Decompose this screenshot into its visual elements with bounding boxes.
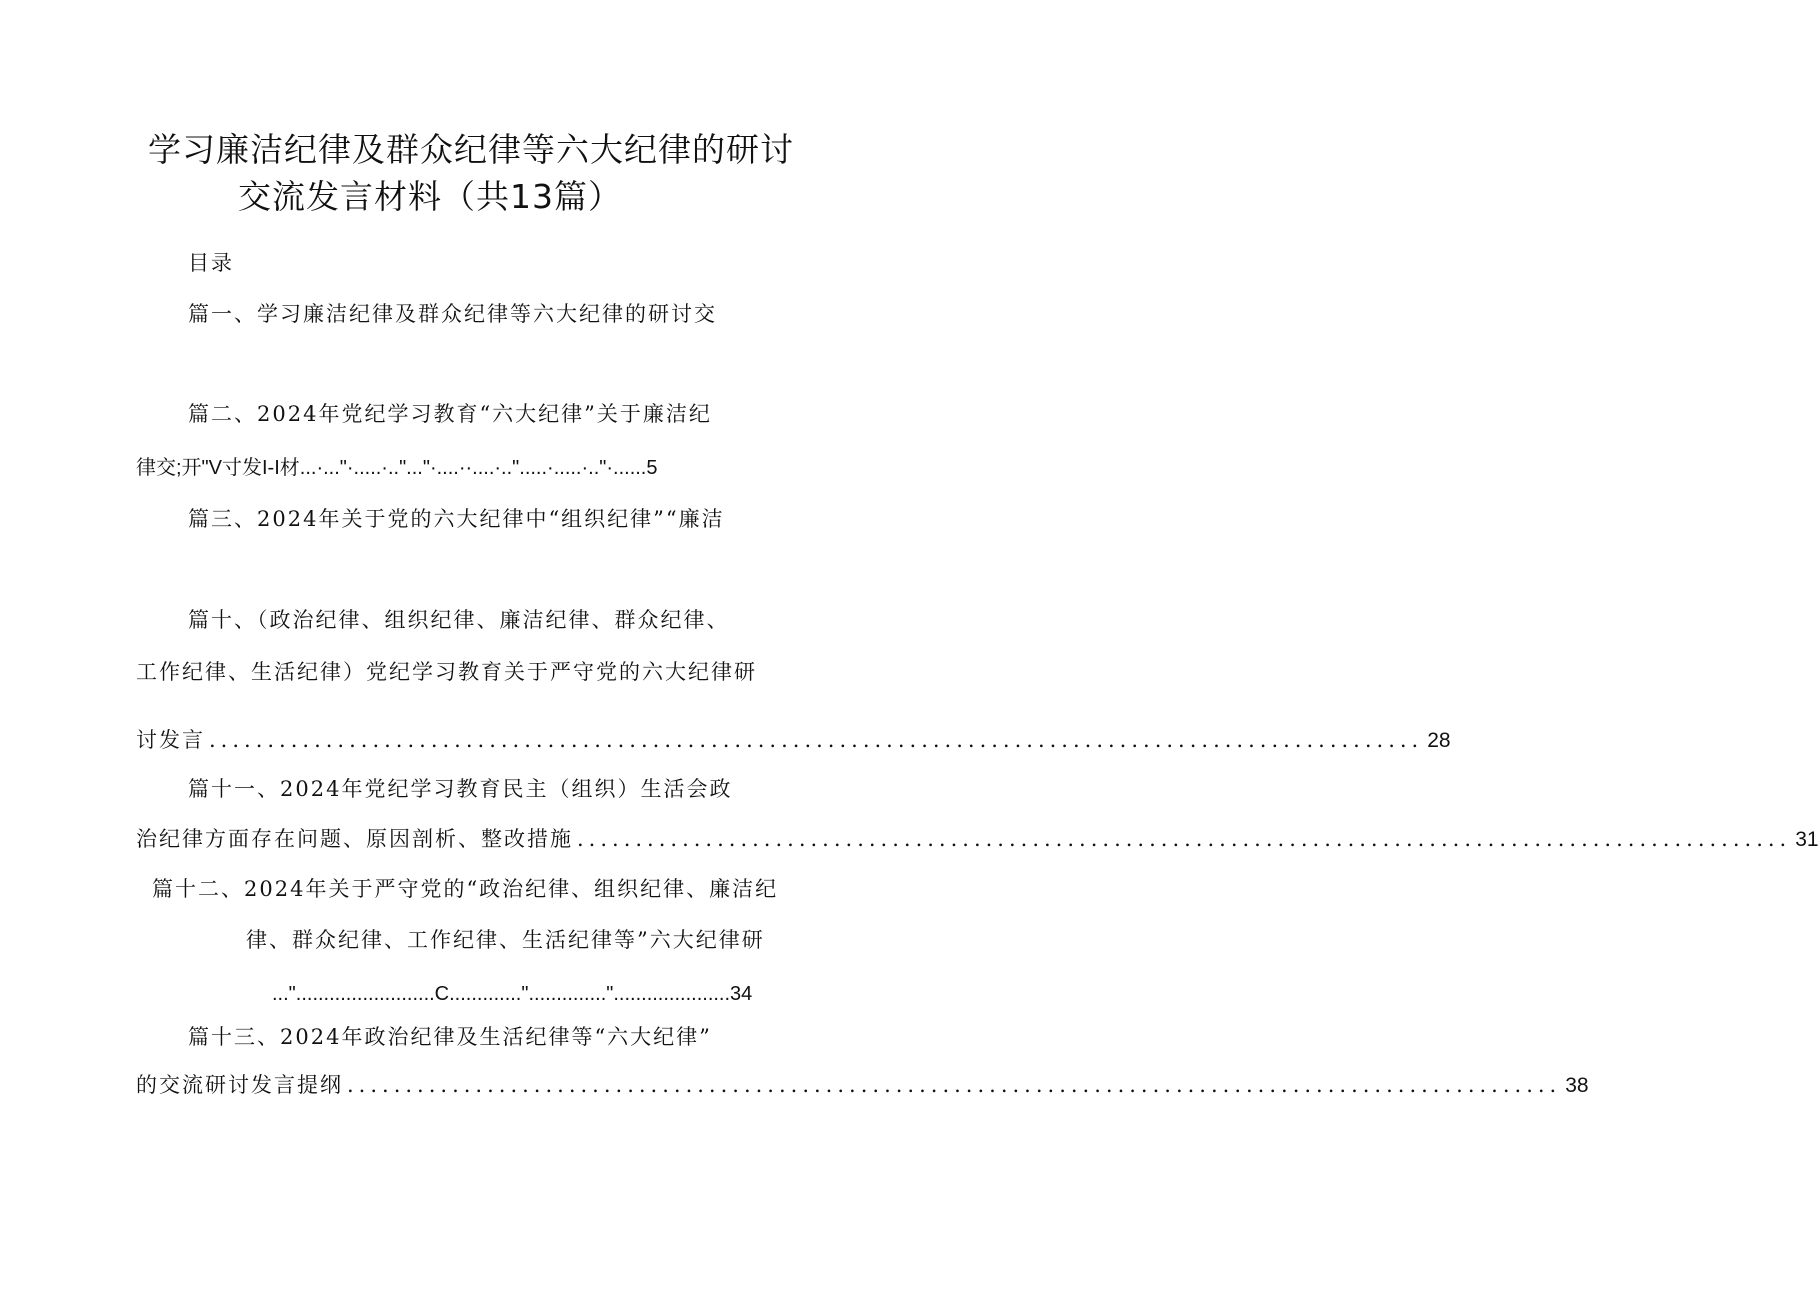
document-title-line2: 交流发言材料（共13篇）: [238, 177, 622, 216]
toc-entry-10-line2[interactable]: 工作纪律、生活纪律）党纪学习教育关于严守党的六大纪律研: [136, 660, 757, 684]
toc-entry-3[interactable]: 篇三、2024年关于党的六大纪律中“组织纪律”“廉洁: [188, 507, 725, 531]
toc-entry-11-line2[interactable]: [136, 826, 1819, 853]
toc-entry-12-line2[interactable]: 律、群众纪律、工作纪律、生活纪律等”六大纪律研: [246, 928, 765, 952]
toc-leader-dots: ........................................................................................................: [577, 827, 1792, 851]
toc-entry-1[interactable]: 篇一、学习廉洁纪律及群众纪律等六大纪律的研讨交: [188, 302, 717, 326]
toc-entry-12-line3[interactable]: ...".........................C............."..............".....................34: [272, 983, 753, 1005]
toc-entry-10-text: 讨发言: [136, 728, 205, 752]
document-title-line1: 学习廉洁纪律及群众纪律等六大纪律的研讨: [148, 130, 794, 169]
toc-entry-13-page: 38: [1565, 1074, 1589, 1097]
toc-entry-10-line1[interactable]: 篇十、（政治纪律、组织纪律、廉洁纪律、群众纪律、: [188, 608, 730, 632]
toc-entry-13-text: 的交流研讨发言提纲: [136, 1073, 343, 1097]
toc-entry-10-line3[interactable]: [136, 727, 1451, 754]
toc-entry-10-page: 28: [1427, 729, 1451, 752]
toc-entry-12-line1[interactable]: 篇十二、2024年关于严守党的“政治纪律、组织纪律、廉洁纪: [152, 877, 779, 901]
toc-entry-13-line2[interactable]: [136, 1072, 1589, 1099]
toc-leader-dots: ........................................................................................................: [209, 728, 1424, 752]
toc-heading: 目录: [188, 251, 234, 275]
toc-leader-dots: ........................................................................................................: [347, 1073, 1562, 1097]
toc-entry-2-line1[interactable]: 篇二、2024年党纪学习教育“六大纪律”关于廉洁纪: [188, 402, 712, 426]
toc-entry-11-page: 31: [1795, 828, 1819, 851]
toc-entry-2-line2[interactable]: 律交;开"V寸发I-I材...·..."·.....·.."..."·....··....·..".....·.....·.."·......5: [136, 457, 658, 479]
toc-entry-11-text: 治纪律方面存在问题、原因剖析、整改措施: [136, 827, 573, 851]
toc-entry-11-line1[interactable]: 篇十一、2024年党纪学习教育民主（组织）生活会政: [188, 777, 733, 801]
toc-entry-13-line1[interactable]: 篇十三、2024年政治纪律及生活纪律等“六大纪律”: [188, 1025, 712, 1049]
